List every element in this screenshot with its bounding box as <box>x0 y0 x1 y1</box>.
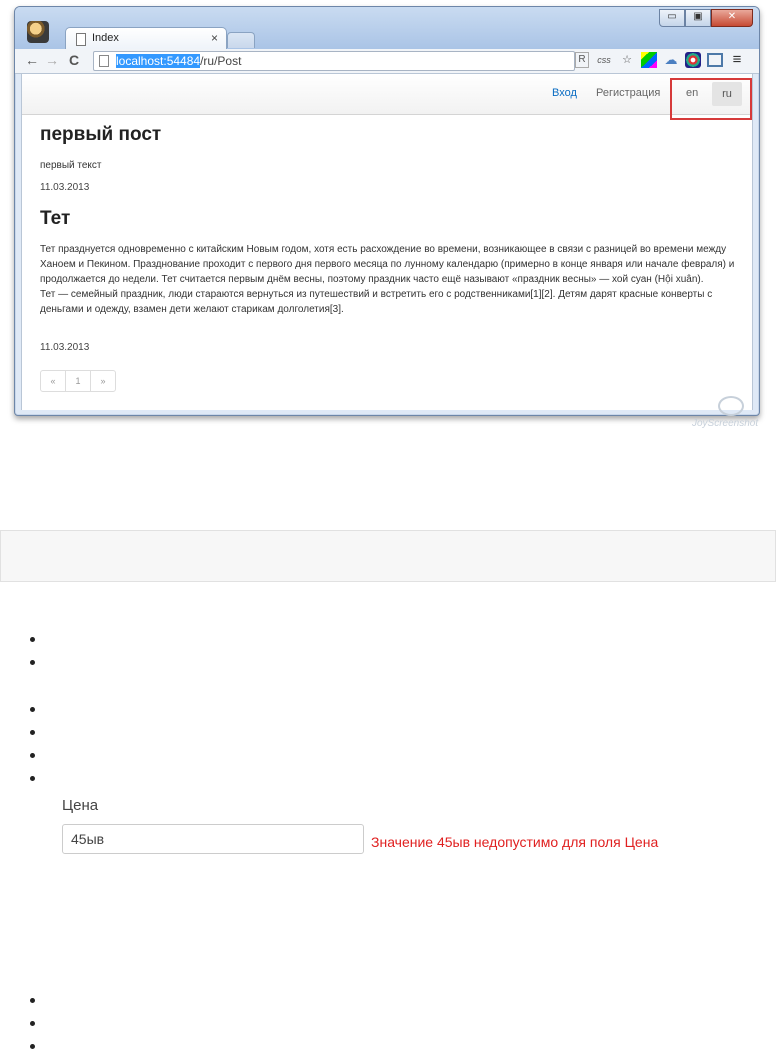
close-window-button[interactable]: ✕ <box>711 9 753 27</box>
list-bullet <box>30 637 35 642</box>
list-bullet <box>30 1044 35 1049</box>
list-bullet <box>30 1021 35 1026</box>
extension-icons <box>575 52 745 68</box>
price-input[interactable] <box>62 824 364 854</box>
browser-titlebar <box>15 7 759 49</box>
price-error-message: Значение 45ыв недопустимо для поля Цена <box>371 834 659 850</box>
post-title: первый пост <box>40 124 162 145</box>
address-bar[interactable] <box>93 51 575 71</box>
back-arrow-icon[interactable]: ← <box>25 52 39 68</box>
colorful-extension-icon[interactable] <box>685 52 701 68</box>
post-body <box>40 158 746 173</box>
browser-tab[interactable] <box>65 27 227 50</box>
css-extension-icon[interactable]: css <box>597 55 611 65</box>
post-body <box>40 242 746 317</box>
lang-en-link[interactable]: en <box>686 87 699 99</box>
price-label: Цена <box>62 797 99 814</box>
language-highlight-box <box>670 78 752 120</box>
site-navbar <box>22 74 752 115</box>
lang-ru-link[interactable]: ru <box>712 82 742 106</box>
app-logo-icon <box>27 21 49 43</box>
maximize-button[interactable]: ▣ <box>685 9 711 27</box>
post <box>40 208 746 230</box>
cloud-extension-icon[interactable]: ☁ <box>664 52 678 67</box>
bookmark-star-icon[interactable]: ☆ <box>622 54 632 66</box>
pager-page-button[interactable]: 1 <box>66 371 91 391</box>
login-link[interactable]: Вход <box>552 87 577 99</box>
reload-icon[interactable]: C <box>68 52 80 68</box>
pagination <box>40 370 116 392</box>
post-date <box>40 342 746 353</box>
post-date-text: 11.03.2013 <box>40 182 90 193</box>
post-title: Тет <box>40 208 71 229</box>
post-date <box>40 182 746 193</box>
r-extension-icon[interactable]: R <box>575 52 589 68</box>
post-text: Тет празднуется одновременно с китайским Новым годом, хотя есть расхождение во времени, возникающее в связи с разницей во времени между Ханоем и Пекином. Празднование проходит с первого дня первого месяца по лунному календарю (примерно в конце января или начале февраля) и продолжается до недели. Тет считается первым днём весны, поэтому праздник часто ещё называют «праздник весны» — хой суан (Hội xuân). <box>40 244 735 285</box>
list-bullet <box>30 753 35 758</box>
page-icon <box>76 33 86 46</box>
menu-icon[interactable]: ≡ <box>732 51 742 68</box>
url-text <box>116 52 241 70</box>
url-host: localhost:54484 <box>116 54 201 68</box>
minimize-button[interactable]: ▭ <box>659 9 685 27</box>
list-bullet <box>30 707 35 712</box>
color-picker-icon[interactable] <box>641 52 657 68</box>
browser-screenshot <box>14 6 760 416</box>
post <box>40 124 746 146</box>
code-block <box>0 530 776 582</box>
post-text-continued: Тет — семейный праздник, люди стараются вернуться из путешествий и встретить его с родственниками[1][2]. Детям дарят красные конверты с деньгами и одежду, взамен дети желают старикам долголетия[3]. <box>40 289 713 315</box>
tab-title: Index <box>92 32 119 44</box>
screenshot-extension-icon[interactable] <box>707 53 723 67</box>
watermark-logo-icon <box>718 396 744 416</box>
watermark: JoyScreenshot <box>692 418 759 429</box>
window-controls <box>659 9 753 27</box>
post-text: первый текст <box>40 160 102 171</box>
new-tab-button[interactable] <box>227 32 255 48</box>
browser-toolbar <box>15 49 759 74</box>
forward-arrow-icon[interactable]: → <box>45 52 59 68</box>
list-bullet <box>30 660 35 665</box>
url-path: /ru/Post <box>200 54 242 68</box>
pager-prev-button[interactable]: « <box>41 371 66 391</box>
list-bullet <box>30 776 35 781</box>
page-viewport <box>21 74 753 410</box>
page-icon <box>99 55 109 67</box>
list-bullet <box>30 730 35 735</box>
pager-next-button[interactable]: » <box>100 376 106 386</box>
list-bullet <box>30 998 35 1003</box>
post-date-text: 11.03.2013 <box>40 342 90 353</box>
register-link[interactable]: Регистрация <box>596 87 661 99</box>
tab-close-icon[interactable]: × <box>210 31 218 45</box>
